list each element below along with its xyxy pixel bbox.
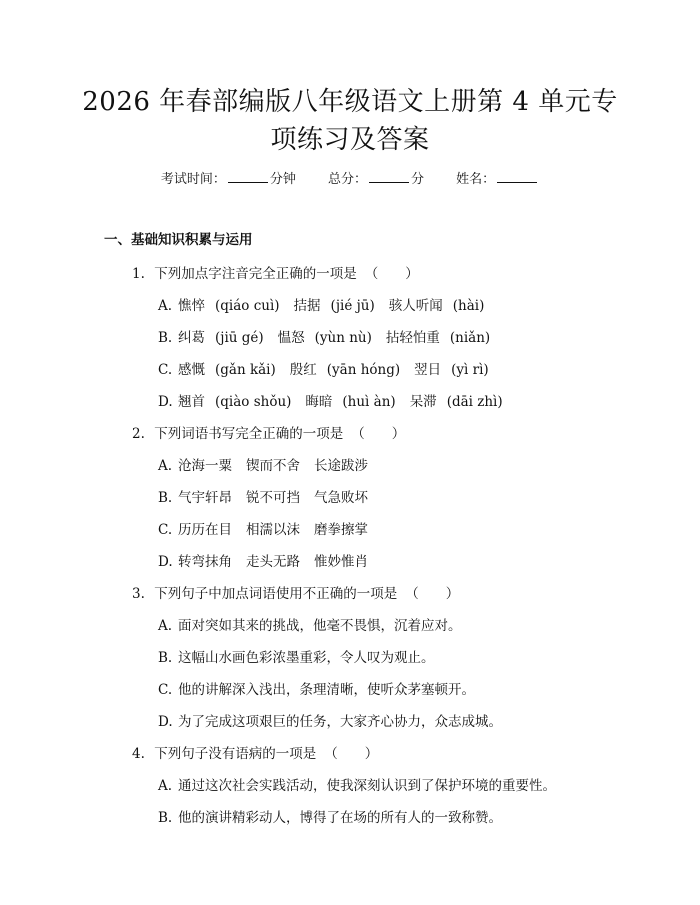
option-4a bbox=[158, 774, 556, 794]
question-text: 下列句子中加点词语使用不正确的一项是 bbox=[154, 586, 398, 602]
option-pinyin: (jié jū) bbox=[330, 298, 375, 314]
exam-time-field bbox=[161, 168, 296, 187]
question-2 bbox=[132, 422, 405, 442]
option-word: 殷红 bbox=[289, 362, 317, 378]
question-number: 3. bbox=[132, 586, 145, 602]
name-label: 姓名： bbox=[456, 172, 496, 187]
option-word: 拈轻怕重 bbox=[385, 330, 440, 346]
option-pinyin: (yì rì) bbox=[451, 362, 489, 378]
option-pinyin: (gǎn kǎi) bbox=[215, 362, 276, 378]
document-title-line-1: 2026 年春部编版八年级语文上册第 4 单元专 bbox=[82, 87, 618, 117]
option-word: 沧海一粟 bbox=[178, 458, 232, 474]
option-2a bbox=[158, 454, 368, 474]
option-word: 愠怒 bbox=[277, 330, 305, 346]
option-word: 感慨 bbox=[178, 362, 205, 378]
option-3b bbox=[158, 646, 435, 666]
option-pinyin: (huì àn) bbox=[342, 394, 396, 410]
option-pinyin: (jiū gé) bbox=[215, 330, 264, 346]
exam-time-unit: 分钟 bbox=[269, 172, 296, 187]
option-letter: B. bbox=[158, 330, 173, 346]
answer-bracket: （ ） bbox=[405, 586, 460, 602]
option-word: 晦暗 bbox=[305, 394, 333, 410]
option-text: 为了完成这项艰巨的任务，大家齐心协力，众志成城。 bbox=[178, 714, 502, 730]
option-pinyin: (qiào shǒu) bbox=[215, 394, 292, 410]
answer-bracket: （ ） bbox=[351, 426, 406, 442]
question-number: 1. bbox=[132, 266, 145, 282]
option-1d bbox=[158, 390, 503, 410]
option-word: 锲而不舍 bbox=[246, 458, 300, 474]
question-1 bbox=[132, 262, 419, 282]
option-text: 通过这次社会实践活动，使我深刻认识到了保护环境的重要性。 bbox=[178, 778, 556, 794]
name-blank[interactable] bbox=[497, 170, 537, 183]
document-title-line-2: 项练习及答案 bbox=[270, 125, 430, 155]
option-3c bbox=[158, 678, 475, 698]
option-letter: B. bbox=[158, 810, 173, 826]
option-word: 翘首 bbox=[178, 394, 205, 410]
question-number: 2. bbox=[132, 426, 145, 442]
option-word: 相濡以沫 bbox=[246, 522, 300, 538]
option-pinyin: (yān hóng) bbox=[326, 362, 401, 378]
option-letter: C. bbox=[158, 522, 173, 538]
option-1a bbox=[158, 294, 484, 314]
exam-time-label: 考试时间： bbox=[160, 172, 226, 187]
total-score-unit: 分 bbox=[411, 172, 425, 187]
option-2c bbox=[158, 518, 368, 538]
option-word: 惟妙惟肖 bbox=[314, 554, 368, 570]
option-letter: D. bbox=[158, 714, 173, 730]
option-letter: A. bbox=[158, 618, 173, 634]
option-letter: A. bbox=[158, 458, 173, 474]
option-word: 拮据 bbox=[293, 298, 321, 314]
name-field bbox=[456, 168, 539, 187]
option-word: 磨拳擦掌 bbox=[314, 522, 368, 538]
option-word: 锐不可挡 bbox=[246, 490, 300, 506]
exam-time-blank[interactable] bbox=[228, 170, 268, 183]
option-pinyin: (hài) bbox=[452, 298, 485, 314]
option-pinyin: (niǎn) bbox=[449, 330, 491, 346]
option-word: 转弯抹角 bbox=[178, 554, 232, 570]
option-3a bbox=[158, 614, 462, 634]
option-text: 面对突如其来的挑战，他毫不畏惧，沉着应对。 bbox=[178, 618, 462, 634]
option-pinyin: (yùn nù) bbox=[314, 330, 372, 346]
total-score-blank[interactable] bbox=[369, 170, 409, 183]
answer-bracket: （ ） bbox=[364, 266, 419, 282]
option-word: 气急败坏 bbox=[314, 490, 368, 506]
option-letter: C. bbox=[158, 362, 173, 378]
total-score-label: 总分： bbox=[327, 172, 367, 187]
option-2d bbox=[158, 550, 368, 570]
option-word: 历历在目 bbox=[178, 522, 232, 538]
option-word: 长途跋涉 bbox=[314, 458, 368, 474]
option-2b bbox=[158, 486, 368, 506]
option-word: 呆滞 bbox=[409, 394, 437, 410]
question-text: 下列词语书写完全正确的一项是 bbox=[154, 426, 344, 442]
option-letter: C. bbox=[158, 682, 173, 698]
total-score-field bbox=[328, 168, 424, 187]
option-pinyin: (qiáo cuì) bbox=[215, 298, 280, 314]
option-letter: A. bbox=[158, 778, 173, 794]
question-3 bbox=[132, 582, 459, 602]
option-text: 他的讲解深入浅出，条理清晰，使听众茅塞顿开。 bbox=[178, 682, 475, 698]
option-letter: B. bbox=[158, 490, 173, 506]
option-pinyin: (dāi zhì) bbox=[446, 394, 503, 410]
option-3d bbox=[158, 710, 502, 730]
option-text: 他的演讲精彩动人，博得了在场的所有人的一致称赞。 bbox=[178, 810, 502, 826]
option-word: 走头无路 bbox=[246, 554, 300, 570]
option-4b bbox=[158, 806, 502, 826]
question-4 bbox=[132, 742, 378, 762]
option-1c bbox=[158, 358, 489, 378]
option-text: 这幅山水画色彩浓墨重彩，令人叹为观止。 bbox=[178, 650, 435, 666]
option-word: 气宇轩昂 bbox=[178, 490, 232, 506]
option-1b bbox=[158, 326, 490, 346]
option-letter: D. bbox=[158, 394, 173, 410]
option-letter: A. bbox=[158, 298, 173, 314]
option-letter: B. bbox=[158, 650, 173, 666]
question-text: 下列句子没有语病的一项是 bbox=[154, 746, 317, 762]
question-text: 下列加点字注音完全正确的一项是 bbox=[154, 266, 357, 282]
option-letter: D. bbox=[158, 554, 173, 570]
option-word: 翌日 bbox=[414, 362, 442, 378]
exam-meta-row bbox=[0, 168, 700, 187]
option-word: 骇人听闻 bbox=[388, 298, 443, 314]
question-number: 4. bbox=[132, 746, 145, 762]
option-word: 纠葛 bbox=[178, 330, 205, 346]
section-heading: 一、基础知识积累与运用 bbox=[104, 232, 253, 248]
option-word: 憔悴 bbox=[178, 298, 205, 314]
answer-bracket: （ ） bbox=[324, 746, 379, 762]
